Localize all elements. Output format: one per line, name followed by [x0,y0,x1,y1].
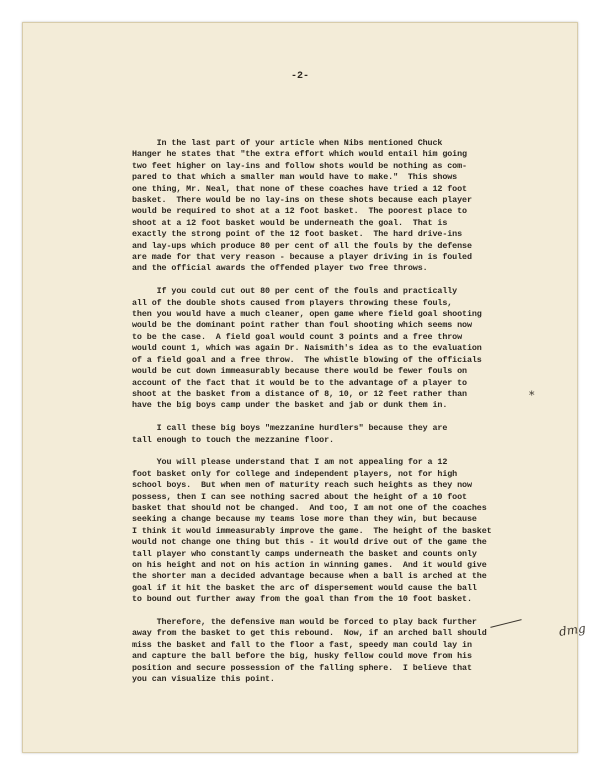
text-line: miss the basket and fall to the floor a fast, speedy man could lay in [132,639,472,650]
text-line: You will please understand that I am not appealing for a 12 [132,457,448,468]
text-line: to bound out further away from the goal than from the 10 foot basket. [132,594,472,605]
text-line: tall player who constantly camps underneath the basket and counts only [132,548,477,559]
text-line: Hanger he states that "the extra effort which would entail him going [132,149,467,160]
text-line: and capture the ball before the big, husky fellow could move from his [132,651,472,662]
text-line: would not change one thing but this - it would drive out of the game the [132,537,487,548]
text-line: position and secure possession of the falling sphere. I believe that [132,662,472,673]
text-line: In the last part of your article when Nibs mentioned Chuck [132,138,443,148]
text-line: basket that should not be changed. And too, I am not one of the coaches [132,502,487,513]
text-line: would be the dominant point rather than foul shooting which seems now [132,320,472,331]
page-number: -2- [290,71,309,82]
text-line: would count 1, which was again Dr. Naismith's idea as to the evaluation [132,343,482,354]
paragraph-1 [132,138,580,275]
text-line: and lay-ups which produce 80 per cent of all the fouls by the defense [132,240,472,251]
text-line: tall enough to touch the mezzanine floor. [132,434,334,445]
paragraph-5 [132,617,580,685]
document-page [22,22,587,753]
text-line: all of the double shots caused from players throwing these fouls, [132,297,453,308]
text-line: shoot at a 12 foot basket would be underneath the goal. That is [132,217,448,228]
text-line: seeking a change because my teams lose more than they win, but because [132,514,477,525]
text-line: are made for that very reason - because a player driving in is fouled [132,252,472,263]
text-line: and the official awards the offended player two free throws. [132,263,428,274]
text-line: pared to that which a smaller man would have to make." This shows [132,172,458,183]
text-line: then you would have a much cleaner, open game where field goal shooting [132,309,482,320]
text-line: I call these big boys "mezzanine hurdlers" because they are [132,423,448,434]
text-line: account of the fact that it would be to the advantage of a player to [132,377,467,388]
text-line: away from the basket to get this rebound. Now, if an arched ball should [132,628,487,639]
handwritten-correction: dmg [558,621,587,639]
paragraph-4 [132,457,580,605]
text-line: on his height and not on his action in winning games. And it would give [132,559,487,570]
text-line: shoot at the basket from a distance of 8, 10, or 12 feet rather than [132,388,467,399]
text-line: the shorter man a decided advantage because when a ball is arched at the [132,571,487,582]
margin-star-mark: * [529,389,535,402]
text-line: would be cut down immeasurably because there would be fewer fouls on [132,366,467,377]
text-line: possess, then I can see nothing sacred about the height of a 10 foot [132,491,467,502]
text-line: two feet higher on lay-ins and follow shots would be nothing as com- [132,160,467,171]
letter-body [132,138,580,697]
text-line: goal if it hit the basket the arc of dispersement would cause the ball [132,582,477,593]
text-line: have the big boys camp under the basket and jab or dunk them in. [132,400,448,411]
text-line: exactly the strong point of the 12 foot basket. The hard drive-ins [132,229,463,240]
text-line: I think it would immeasurably improve the game. The height of the basket [132,525,492,536]
text-line: basket. There would be no lay-ins on these shots because each player [132,195,472,206]
text-line: If you could cut out 80 per cent of the fouls and practically [132,286,458,297]
text-line: you can visualize this point. [132,674,275,685]
text-line: to be the case. A field goal would count 3 points and a free throw [132,331,463,342]
text-line: school boys. But when men of maturity reach such heights as they now [132,480,472,491]
text-line: one thing, Mr. Neal, that none of these coaches have tried a 12 foot [132,183,467,194]
text-line: of a field goal and a free throw. The whistle blowing of the officials [132,354,482,365]
text-line: Therefore, the defensive man would be forced to play back further [132,617,477,627]
paragraph-3 [132,423,580,446]
text-line: would be required to shot at a 12 foot basket. The poorest place to [132,206,467,217]
paragraph-2 [132,286,580,411]
text-line: foot basket only for college and independent players, not for high [132,468,458,479]
